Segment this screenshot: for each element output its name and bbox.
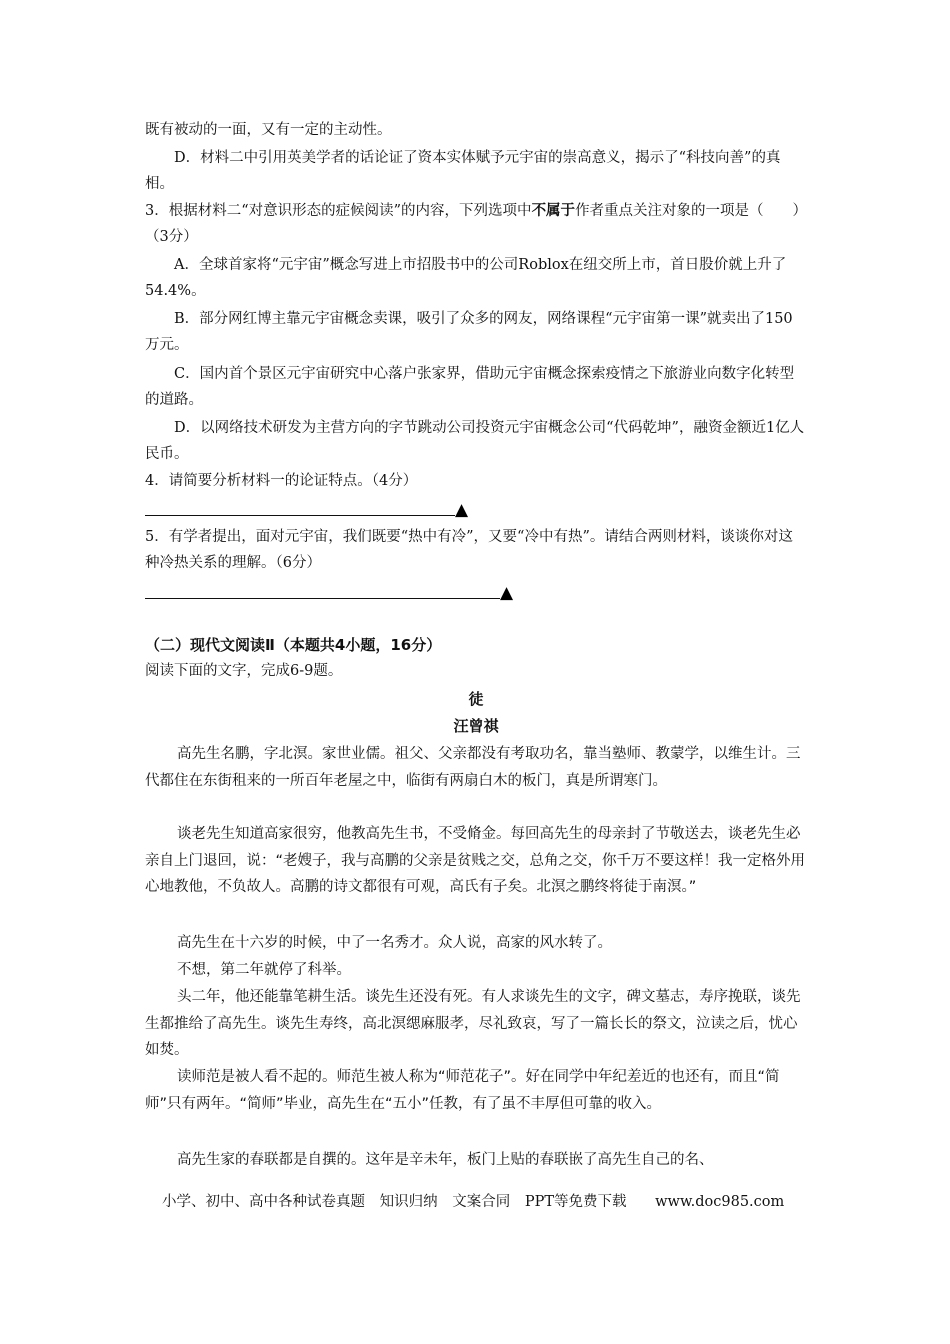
answer-rule (145, 515, 455, 516)
answer-triangle-icon: ▲ (455, 500, 469, 520)
page-footer (162, 1190, 794, 1211)
story-paragraph: 高先生在十六岁的时候，中了一名秀才。众人说，高家的风水转了。 (177, 935, 612, 951)
story-paragraph: 高先生家的春联都是自撰的。这年是辛未年，板门上贴的春联嵌了高先生自己的名、 (177, 1152, 714, 1168)
q2-option-c-tail: 既有被动的一面，又有一定的主动性。 (145, 122, 392, 138)
q3-stem-pre: 3．根据材料二“对意识形态的症候阅读”的内容，下列选项中 (145, 203, 532, 219)
q3-stem-post: 作者重点关注对象的一项是（ ）（3分） (145, 203, 800, 245)
question-5: 5．有学者提出，面对元宇宙，我们既要“热中有冷”，又要“冷中有热”。请结合两则材料，谈谈你对这种冷热关系的理解。（6分） (145, 529, 793, 571)
answer-triangle-icon: ▲ (500, 583, 514, 603)
footer-item: 文案合同 (452, 1194, 511, 1210)
q3-option-b: B．部分网红博主靠元宇宙概念卖课，吸引了众多的网友，网络课程“元宇宙第一课”就卖出了150万元。 (145, 311, 793, 353)
footer-site-link[interactable]: www.doc985.com (655, 1194, 785, 1210)
q3-option-c: C．国内首个景区元宇宙研究中心落户张家界，借助元宇宙概念探索疫情之下旅游业向数字化转型的道路。 (145, 366, 795, 408)
q4-answer-line (145, 498, 475, 518)
story-paragraph: 谈老先生知道高家很穷，他教高先生书，不受脩金。每回高先生的母亲封了节敬送去，谈老先生必亲自上门退回，说：“老嫂子，我与高鹏的父亲是贫贱之交，总角之交，你千万不要这样！我一定格外用心地教他，不负故人。高鹏的诗文都很有可观，高氏有子矣。北溟之鹏终将徒于南溟。” (145, 826, 806, 895)
q3-option-d: D．以网络技术研发为主营方向的字节跳动公司投资元宇宙概念公司“代码乾坤”，融资金额近1亿人民币。 (145, 420, 805, 462)
footer-item: 小学、初中、高中各种试卷真题 (162, 1194, 365, 1210)
question-3 (145, 198, 807, 250)
answer-rule (145, 598, 500, 599)
q3-option-a: A．全球首家将“元宇宙”概念写进上市招股书中的公司Roblox在纽交所上市，首日股价就上升了54.4%。 (145, 257, 787, 299)
footer-item: PPT等免费下载 (524, 1194, 627, 1210)
q5-answer-line (145, 581, 525, 601)
q3-stem-emphasis: 不属于 (531, 202, 576, 219)
story-paragraph: 读师范是被人看不起的。师范生被人称为“师范花子”。好在同学中年纪差近的也还有，而且“简师”只有两年。“简师”毕业，高先生在“五小”任教，有了虽不丰厚但可靠的收入。 (145, 1069, 780, 1112)
section-2-instructions: 阅读下面的文字，完成6-9题。 (145, 663, 343, 679)
story-paragraph: 头二年，他还能靠笔耕生活。谈先生还没有死。有人求谈先生的文字，碑文墓志，寿序挽联，谈先生都推给了高先生。谈先生寿终，高北溟缌麻服孝，尽礼致哀，写了一篇长长的祭文，泣读之后，忧心如焚。 (145, 989, 801, 1058)
section-2-heading: （二）现代文阅读Ⅱ（本题共4小题，16分） (145, 636, 442, 654)
q2-option-d: D．材料二中引用英美学者的话论证了资本实体赋予元宇宙的崇高意义，揭示了“科技向善”的真相。 (145, 150, 781, 192)
story-title: 徒 (468, 690, 484, 708)
story-paragraph: 高先生名鹏，字北溟。家世业儒。祖父、父亲都没有考取功名，靠当塾师、教蒙学，以维生计。三代都住在东街租来的一所百年老屋之中，临街有两扇白木的板门，真是所谓寒门。 (145, 746, 801, 789)
story-paragraph: 不想，第二年就停了科举。 (177, 962, 351, 978)
story-author: 汪曾祺 (453, 717, 499, 735)
question-4: 4．请简要分析材料一的论证特点。（4分） (145, 473, 418, 489)
footer-item: 知识归纳 (379, 1194, 438, 1210)
